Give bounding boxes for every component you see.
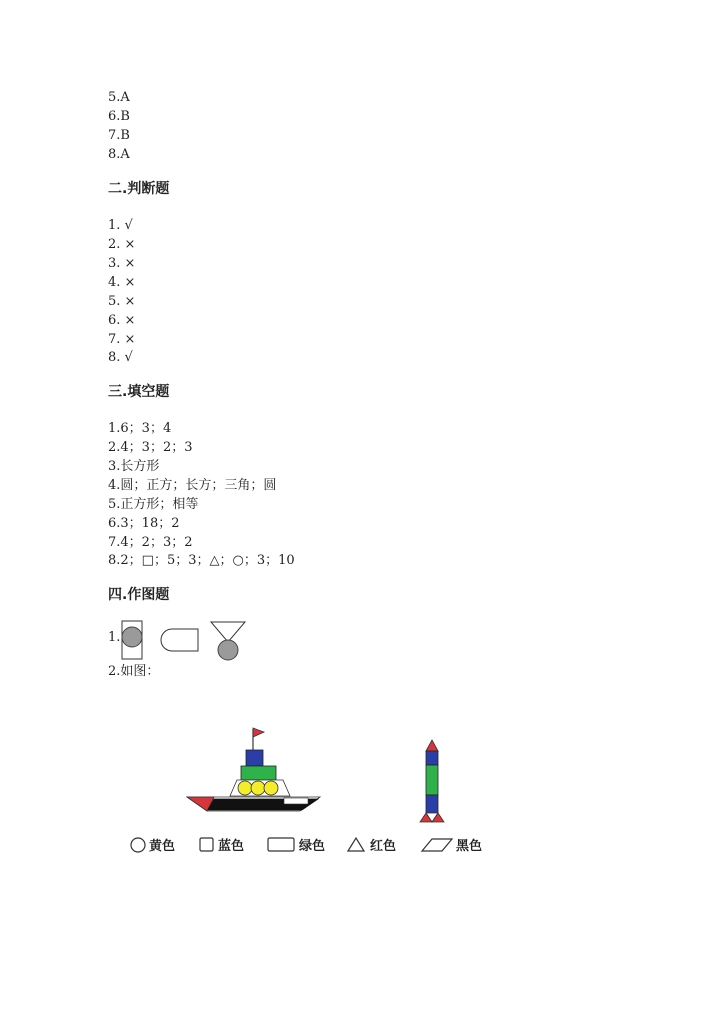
white-rectangle bbox=[284, 798, 308, 804]
yellow-circle bbox=[264, 781, 278, 795]
answer-line: 6.3；18；2 bbox=[108, 516, 180, 531]
rocket-drawing bbox=[420, 740, 444, 822]
rectangle-with-circle-shape bbox=[122, 621, 142, 659]
item-label: 1. bbox=[108, 630, 121, 645]
legend-yellow bbox=[131, 838, 175, 854]
answer-line: 8.2；□；5；3；△；○；3；10 bbox=[108, 553, 295, 568]
section-heading-fill-blank: 三.填空题 bbox=[108, 384, 170, 400]
answer-line: 8. √ bbox=[108, 350, 133, 365]
color-legend bbox=[130, 834, 490, 860]
answer-line: 4. × bbox=[108, 275, 136, 290]
ship-rocket-figure bbox=[180, 722, 510, 832]
answer-line: 6.B bbox=[108, 109, 130, 124]
answer-line: 7. × bbox=[108, 332, 136, 347]
shapes-figure bbox=[120, 620, 260, 664]
flag-triangle bbox=[253, 728, 264, 737]
rectangle-icon bbox=[268, 838, 294, 851]
item-label: 2.如图： bbox=[108, 664, 160, 679]
answer-line: 6. × bbox=[108, 313, 136, 328]
legend-label-red: 红色 bbox=[370, 839, 397, 854]
parallelogram-icon bbox=[422, 839, 452, 851]
half-round-rectangle-shape bbox=[161, 629, 198, 651]
answer-line: 5. × bbox=[108, 294, 136, 309]
yellow-circle bbox=[251, 781, 265, 795]
section-heading-judgement: 二.判断题 bbox=[108, 181, 170, 197]
rocket-blue-lower bbox=[426, 795, 438, 813]
triangle-with-circle-shape bbox=[211, 622, 245, 660]
ship-drawing bbox=[187, 728, 320, 811]
answer-line: 2. × bbox=[108, 237, 136, 252]
square-icon bbox=[200, 838, 213, 851]
green-rectangle bbox=[241, 766, 276, 780]
answer-line: 1. √ bbox=[108, 218, 133, 233]
answer-line: 3. × bbox=[108, 256, 136, 271]
answer-line: 8.A bbox=[108, 147, 130, 162]
answer-line: 1.6；3；4 bbox=[108, 421, 172, 436]
rocket-blue-square bbox=[426, 751, 438, 765]
section-heading-drawing: 四.作图题 bbox=[108, 587, 170, 603]
rocket-green-body bbox=[426, 765, 438, 795]
answer-line: 2.4；3；2；3 bbox=[108, 440, 193, 455]
answer-line: 5.正方形；相等 bbox=[108, 497, 199, 512]
legend-label-blue: 蓝色 bbox=[218, 839, 245, 854]
answer-line: 5.A bbox=[108, 90, 130, 105]
legend-red bbox=[348, 838, 396, 854]
answer-line: 3.长方形 bbox=[108, 459, 160, 474]
legend-label-green: 绿色 bbox=[299, 839, 326, 854]
answer-line: 7.B bbox=[108, 128, 130, 143]
triangle-icon bbox=[348, 838, 364, 851]
rocket-nose bbox=[426, 740, 438, 751]
legend-label-yellow: 黄色 bbox=[149, 839, 176, 854]
answer-line: 4.圆；正方；长方；三角；圆 bbox=[108, 478, 277, 493]
yellow-circle bbox=[238, 781, 252, 795]
legend-blue bbox=[200, 838, 244, 854]
legend-black bbox=[422, 838, 482, 854]
legend-green bbox=[268, 838, 325, 854]
circle-icon bbox=[131, 838, 145, 852]
legend-label-black: 黑色 bbox=[456, 839, 483, 854]
blue-square bbox=[246, 750, 263, 766]
answer-line: 7.4；2；3；2 bbox=[108, 535, 193, 550]
